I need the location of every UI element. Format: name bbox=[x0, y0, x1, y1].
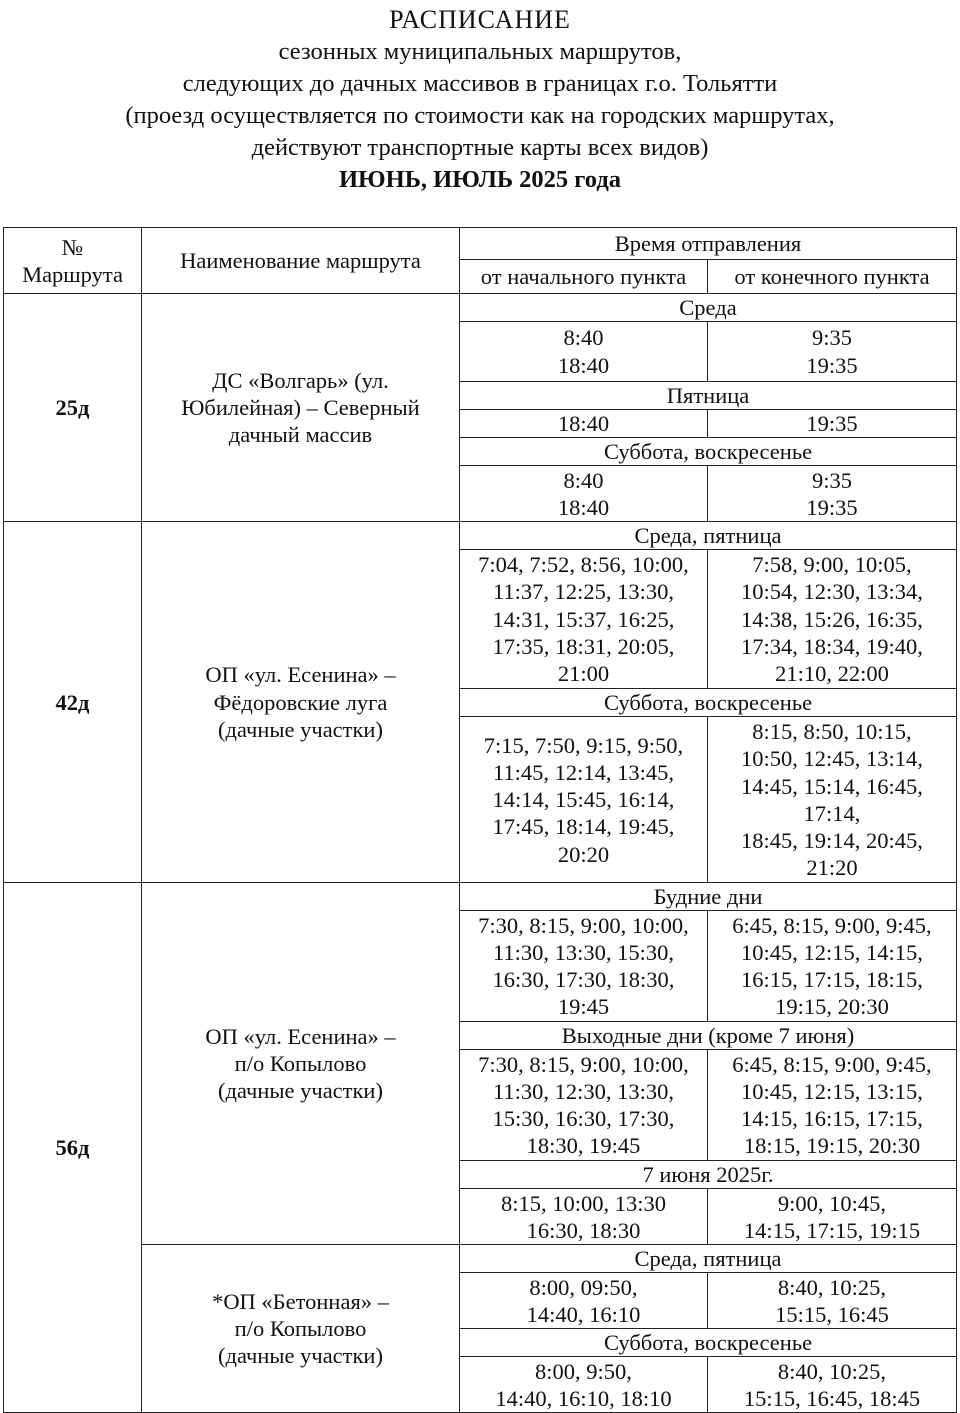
column-header-from-start: от начального пункта bbox=[460, 260, 708, 294]
route-number: 25д bbox=[4, 294, 142, 522]
schedule-day-label: Пятница bbox=[460, 382, 957, 410]
schedule-day-label: Среда bbox=[460, 294, 957, 322]
schedule-day-label: Будние дни bbox=[460, 883, 957, 911]
schedule-day-row bbox=[4, 522, 957, 550]
document-title: РАСПИСАНИЕ bbox=[389, 5, 571, 34]
departure-times-from-end: 6:45, 8:15, 9:00, 9:45, 10:45, 12:15, 14:15, 16:15, 17:15, 18:15, 19:15, 20:30 bbox=[708, 911, 957, 1022]
route-name: ОП «ул. Есенина» – Фёдоровские луга (дачные участки) bbox=[142, 522, 460, 883]
schedule-day-label: Среда, пятница bbox=[460, 1245, 957, 1273]
schedule-day-label: 7 июня 2025г. bbox=[460, 1161, 957, 1189]
subtitle-line-2: следующих до дачных массивов в границах г.о. Тольятти bbox=[182, 70, 778, 97]
schedule-table bbox=[3, 227, 957, 1413]
departure-times-from-start: 8:00, 09:50, 14:40, 16:10 bbox=[460, 1273, 708, 1329]
departure-times-from-end: 6:45, 8:15, 9:00, 9:45, 10:45, 12:15, 13:15, 14:15, 16:15, 17:15, 18:15, 19:15, 20:30 bbox=[708, 1050, 957, 1161]
schedule-day-row bbox=[4, 294, 957, 322]
schedule-day-label: Среда, пятница bbox=[460, 522, 957, 550]
schedule-day-label: Суббота, воскресенье bbox=[460, 438, 957, 466]
departure-times-from-end: 7:58, 9:00, 10:05, 10:54, 12:30, 13:34, 14:38, 15:26, 16:35, 17:34, 18:34, 19:40, 21:10, 22:00 bbox=[708, 550, 957, 689]
column-header-route-number: № Маршрута bbox=[4, 228, 142, 294]
departure-times-from-end: 9:35 19:35 bbox=[708, 322, 957, 382]
route-number: 56д bbox=[4, 883, 142, 1413]
departure-times-from-start: 8:40 18:40 bbox=[460, 466, 708, 522]
schedule-period: ИЮНЬ, ИЮЛЬ 2025 года bbox=[339, 166, 621, 193]
schedule-day-label: Суббота, воскресенье bbox=[460, 1329, 957, 1357]
subtitle-line-3: (проезд осуществляется по стоимости как на городских маршрутах, bbox=[125, 102, 835, 129]
subtitle-line-1: сезонных муниципальных маршрутов, bbox=[278, 38, 682, 65]
departure-times-from-start: 7:30, 8:15, 9:00, 10:00, 11:30, 13:30, 15:30, 16:30, 17:30, 18:30, 19:45 bbox=[460, 911, 708, 1022]
route-name: ДС «Волгарь» (ул. Юбилейная) – Северный дачный массив bbox=[142, 294, 460, 522]
route-name: ОП «ул. Есенина» – п/о Копылово (дачные участки) bbox=[142, 883, 460, 1245]
departure-times-from-start: 7:30, 8:15, 9:00, 10:00, 11:30, 12:30, 13:30, 15:30, 16:30, 17:30, 18:30, 19:45 bbox=[460, 1050, 708, 1161]
subtitle-line-4: действуют транспортные карты всех видов) bbox=[251, 134, 709, 161]
route-number: 42д bbox=[4, 522, 142, 883]
schedule-day-label: Суббота, воскресенье bbox=[460, 689, 957, 717]
departure-times-from-end: 8:40, 10:25, 15:15, 16:45 bbox=[708, 1273, 957, 1329]
sub-route-name: *ОП «Бетонная» – п/о Копылово (дачные участки) bbox=[142, 1245, 460, 1413]
schedule-day-row bbox=[4, 1245, 957, 1273]
departure-times-from-end: 8:40, 10:25, 15:15, 16:45, 18:45 bbox=[708, 1357, 957, 1413]
departure-times-from-start: 18:40 bbox=[460, 410, 708, 438]
departure-times-from-start: 8:00, 9:50, 14:40, 16:10, 18:10 bbox=[460, 1357, 708, 1413]
departure-times-from-start: 7:15, 7:50, 9:15, 9:50, 11:45, 12:14, 13:45, 14:14, 15:45, 16:14, 17:45, 18:14, 19:45, 20:20 bbox=[460, 717, 708, 883]
column-header-route-name: Наименование маршрута bbox=[142, 228, 460, 294]
departure-times-from-start: 7:04, 7:52, 8:56, 10:00, 11:37, 12:25, 13:30, 14:31, 15:37, 16:25, 17:35, 18:31, 20:05, 21:00 bbox=[460, 550, 708, 689]
column-header-from-end: от конечного пункта bbox=[708, 260, 957, 294]
departure-times-from-end: 9:35 19:35 bbox=[708, 466, 957, 522]
departure-times-from-start: 8:15, 10:00, 13:30 16:30, 18:30 bbox=[460, 1189, 708, 1245]
schedule-day-label: Выходные дни (кроме 7 июня) bbox=[460, 1022, 957, 1050]
departure-times-from-end: 19:35 bbox=[708, 410, 957, 438]
schedule-day-row bbox=[4, 883, 957, 911]
departure-times-from-end: 8:15, 8:50, 10:15, 10:50, 12:45, 13:14, 14:45, 15:14, 16:45, 17:14, 18:45, 19:14, 20:45, 21:20 bbox=[708, 717, 957, 883]
column-header-departure-time: Время отправления bbox=[460, 228, 957, 260]
departure-times-from-end: 9:00, 10:45, 14:15, 17:15, 19:15 bbox=[708, 1189, 957, 1245]
document-header bbox=[0, 4, 960, 196]
departure-times-from-start: 8:40 18:40 bbox=[460, 322, 708, 382]
